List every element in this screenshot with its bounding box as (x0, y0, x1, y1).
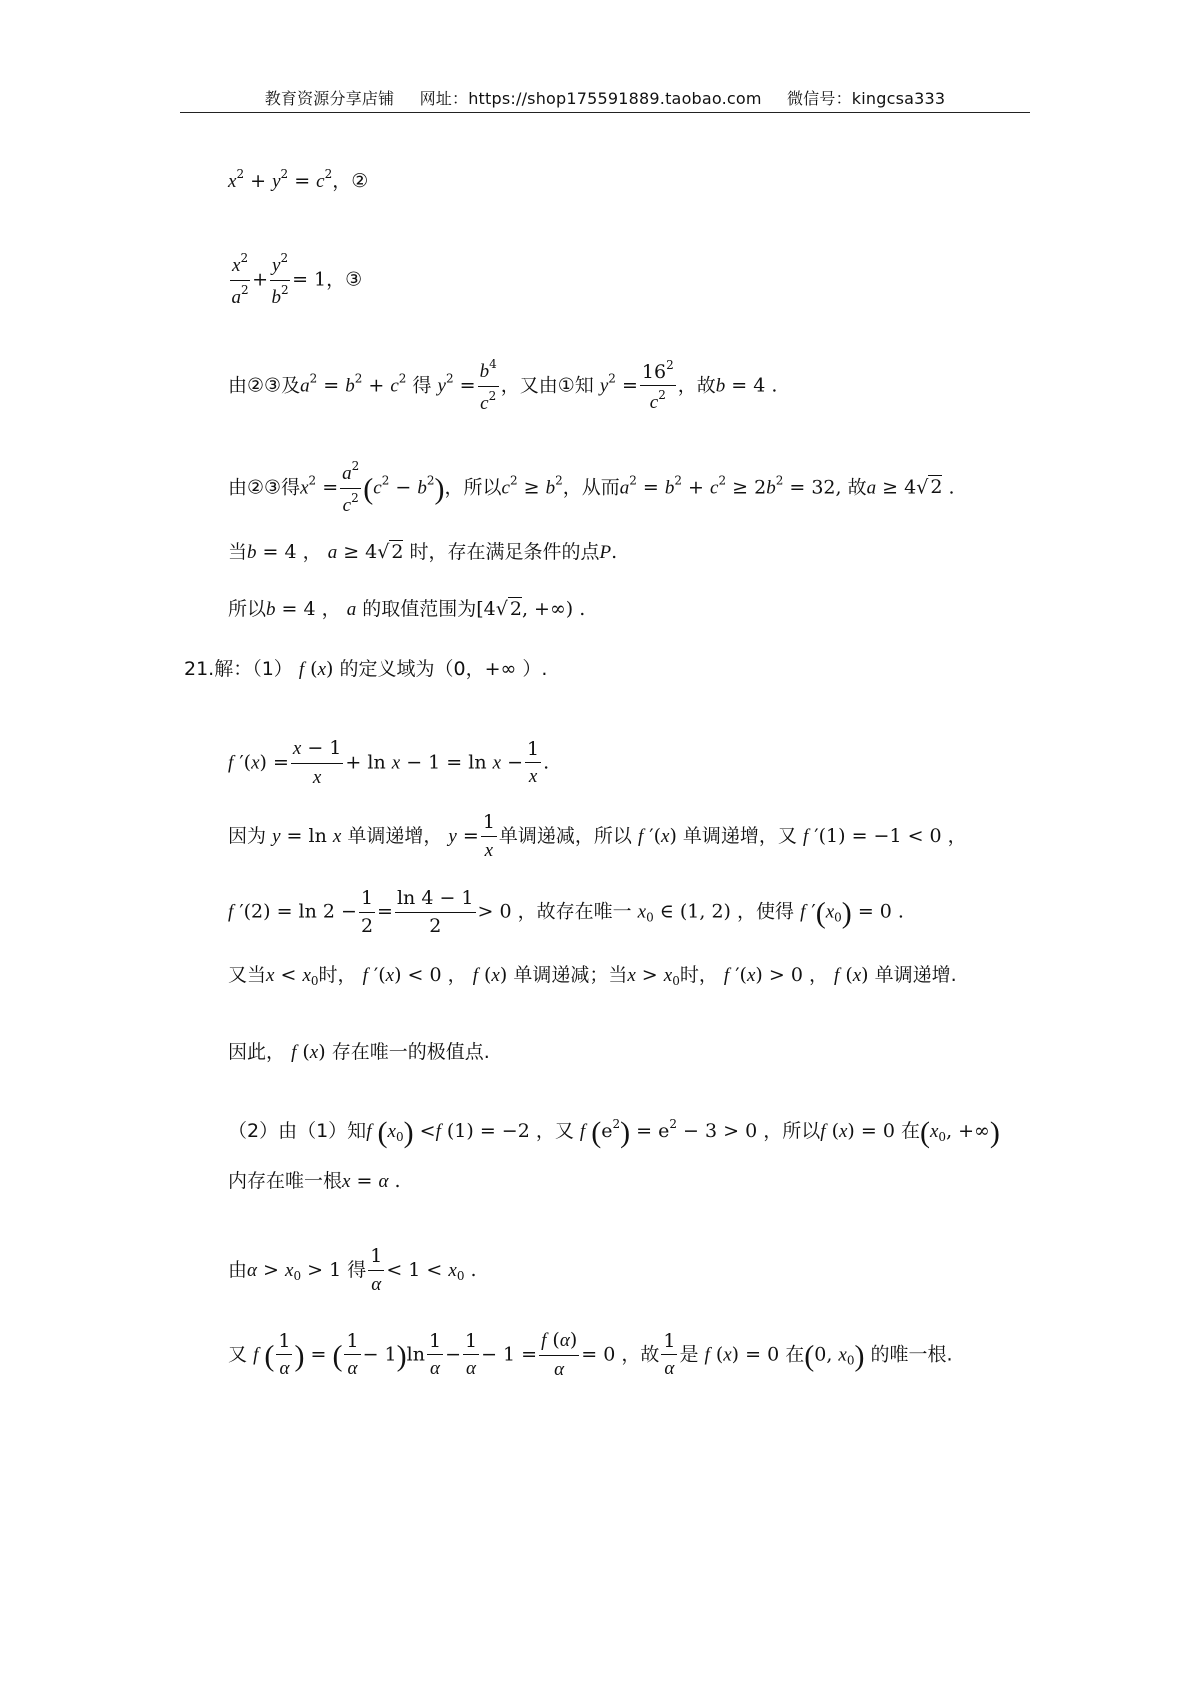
conclusion-1: 因此， f (x) 存在唯一的极值点. (228, 1041, 490, 1063)
alpha-inequality: 由$\alpha > x_0 > 1$ 得 $\frac{1}{\alpha}$ < $1 < x_0$ . (228, 1245, 477, 1295)
equation-3: $\frac{x^2}{a^2}$ + $\frac{y^2}{b^2}$ = 1，③ (231, 251, 363, 308)
question-21-heading: 21.解：（1） f (x) 的定义域为（0，+∞ ）. (184, 658, 548, 680)
monotonic-intervals: 又当$x < x_0$时， f ′(x) < 0 ， f (x) 单调递减；当$x > x_0$时， f ′(x) > 0 ， f (x) 单调递增. (228, 964, 957, 988)
f-prime-2: f ′(2) = ln 2 − $\frac{1}{2}$ = $\frac{\ln 4 - 1}{2}$ > 0 ，故存在唯一 $x_0$ ∈ (1, 2) ，使得 f $'(x_0) = 0$ . (228, 887, 904, 937)
range-line: 所以b = 4 ， a 的取值范围为[4√ 2, +∞) . (228, 598, 586, 620)
condition-line: 当b = 4 ， a ≥ 4√ 2 时，存在满足条件的点P. (228, 541, 618, 563)
header-shop: 教育资源分享店铺 (264, 89, 395, 108)
header-wechat: 微信号：kingcsa333 (786, 89, 946, 108)
derivation-b: 由②③及$a^2 = b^2 + c^2$ 得 $y^2$ = $\frac{b^4}{c^2}$ ，又由①知 $y^2$ = $\frac{16^2}{c^2}$ ，故b = 4 . (228, 357, 778, 414)
derivative-formula: f ′(x) = $\frac{x - 1}{x}$ + ln x − 1 = ln x − $\frac{1}{x}$ . (228, 737, 550, 788)
header-url: 网址：https://shop175591889.taobao.com (419, 89, 762, 108)
header-rule (180, 112, 1030, 113)
page-header (180, 86, 1030, 109)
equation-2: $x^2 + y^2 = c^2$，② (228, 167, 369, 192)
unique-root: 内存在唯一根x = α . (228, 1170, 401, 1192)
derivation-a: 由②③得$x^2$ = $\frac{a^2}{c^2}$ $(c^2 - b^2)$，所以$c^2 \ge b^2$，从而$a^2 = b^2 + c^2 \ge 2b^2 = 32$, 故a ≥ 4√ 2 . (228, 459, 955, 516)
part-2-start: （2）由（1）知f $(x_0) <f$ (1) = −2 ，又 f $(e^2) = e^2 - 3 > 0$ ，所以f (x) = 0 在($x_0$, +∞) (228, 1116, 1000, 1149)
monotonic-reason: 因为 y = ln x 单调递增， y = $\frac{1}{x}$ 单调递减，所以 f ′(x) 单调递增，又 f ′(1) = −1 < 0 ， (228, 811, 967, 861)
reciprocal-root: 又 f ( $\frac{1}{\alpha}$ ) = ( $\frac{1}{\alpha}$ − 1)ln $\frac{1}{\alpha}$ − $\frac{1}{\alpha}$ − 1 = $\frac{f (\alpha)}{\alpha}$ = 0 ，故 $\frac{1}{\alpha}$ 是 f (x) = 0 在(0, $x_0$) 的唯一根. (228, 1329, 953, 1380)
